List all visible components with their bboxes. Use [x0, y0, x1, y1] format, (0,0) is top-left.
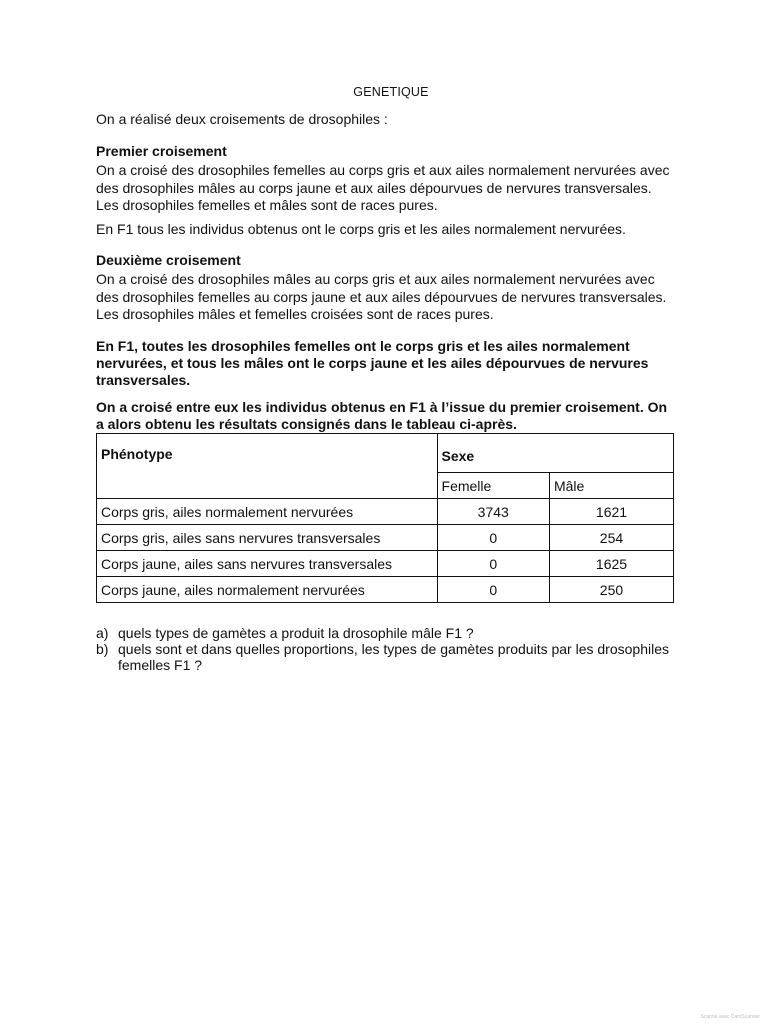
cross1-line: On a croisé des drosophiles femelles au corps gris et aux ailes normalement nervurées avec	[96, 162, 670, 178]
question-item	[96, 641, 686, 673]
phenotype-cell: Corps jaune, ailes sans nervures transversales	[97, 551, 438, 577]
question-item	[96, 625, 686, 641]
crossing-line: On a croisé entre eux les individus obtenus en F1 à l’issue du premier croisement. On	[96, 399, 668, 415]
male-count-cell: 1625	[549, 551, 673, 577]
results-table	[96, 433, 674, 603]
cross1-line: Les drosophiles femelles et mâles sont de races pures.	[96, 197, 438, 213]
table-row	[97, 499, 674, 525]
phenotype-cell: Corps gris, ailes normalement nervurées	[97, 499, 438, 525]
phenotype-cell: Corps jaune, ailes normalement nervurées	[97, 577, 438, 603]
question-text: quels types de gamètes a produit la drosophile mâle F1 ?	[118, 625, 474, 641]
cross2-f1-line: nervurées, et tous les mâles ont le corps jaune et les ailes dépourvues de nervures	[96, 355, 649, 371]
scanner-watermark: Scanné avec CamScanner	[700, 1014, 760, 1020]
cross1-line: des drosophiles mâles au corps jaune et aux ailes dépourvues de nervures transversales.	[96, 179, 652, 196]
sex-header: Sexe	[437, 434, 673, 473]
cross1-f1-result: En F1 tous les individus obtenus ont le corps gris et les ailes normalement nervurées.	[96, 221, 626, 237]
crossing-statement	[96, 399, 686, 433]
phenotype-header: Phénotype	[97, 434, 438, 499]
male-count-cell: 250	[549, 577, 673, 603]
male-header: Mâle	[549, 473, 673, 499]
crossing-line: a alors obtenu les résultats consignés dans le tableau ci-après.	[96, 416, 517, 432]
cross2-f1-line: transversales.	[96, 372, 191, 388]
female-count-cell: 0	[437, 525, 549, 551]
female-header: Femelle	[437, 473, 549, 499]
female-count-cell: 0	[437, 551, 549, 577]
question-text: quels sont et dans quelles proportions, les types de gamètes produits par les drosophiles femelles F1 ?	[118, 641, 669, 673]
cross2-line: Les drosophiles mâles et femelles croisées sont de races pures.	[96, 306, 494, 322]
table-row	[97, 551, 674, 577]
male-count-cell: 254	[549, 525, 673, 551]
question-letter: b)	[96, 641, 109, 657]
female-count-cell: 3743	[437, 499, 549, 525]
cross1-heading: Premier croisement	[96, 143, 227, 159]
male-count-cell: 1621	[549, 499, 673, 525]
cross2-line: On a croisé des drosophiles mâles au corps gris et aux ailes normalement nervurées avec	[96, 271, 655, 287]
cross2-f1-line: En F1, toutes les drosophiles femelles ont le corps gris et les ailes normalement	[96, 338, 630, 354]
cross2-heading: Deuxième croisement	[96, 252, 241, 268]
questions-list	[96, 625, 686, 673]
cross2-line: des drosophiles femelles au corps jaune et aux ailes dépourvues de nervures transversales.	[96, 288, 667, 305]
intro-text: On a réalisé deux croisements de drosophiles :	[96, 111, 388, 127]
table-row	[97, 525, 674, 551]
cross2-description	[96, 271, 686, 324]
phenotype-cell: Corps gris, ailes sans nervures transversales	[97, 525, 438, 551]
document-title: GENETIQUE	[353, 85, 429, 99]
cross2-f1-result	[96, 338, 686, 389]
table-row	[97, 577, 674, 603]
cross1-description	[96, 162, 686, 215]
female-count-cell: 0	[437, 577, 549, 603]
question-letter: a)	[96, 625, 109, 641]
